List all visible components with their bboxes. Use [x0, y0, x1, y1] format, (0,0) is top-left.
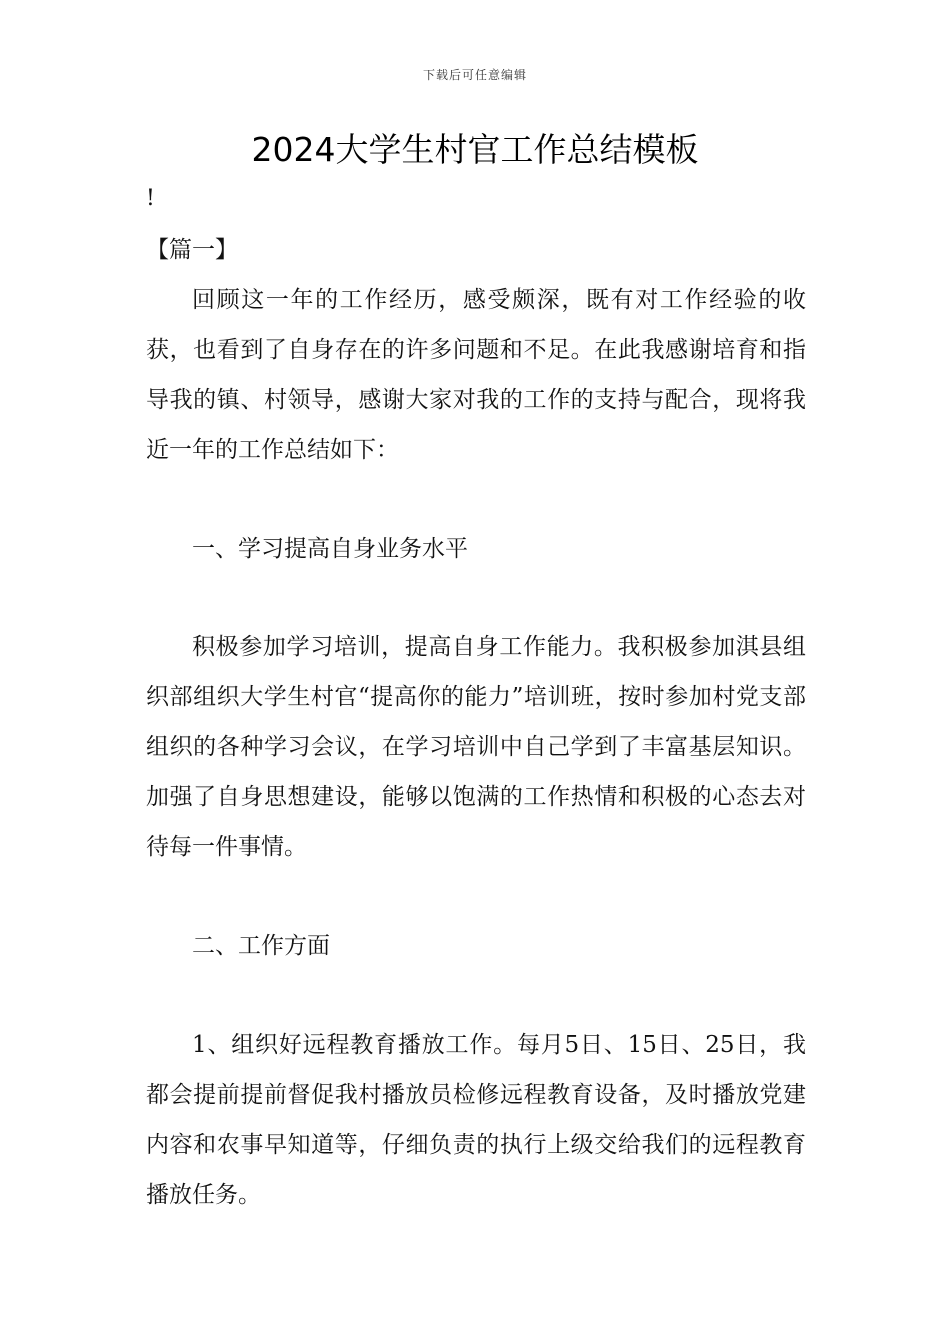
body-paragraph-2: 1、组织好远程教育播放工作。每月5日、15日、25日，我都会提前提前督促我村播放员检修远程教育设备，及时播放党建内容和农事早知道等，仔细负责的执行上级交给我们的远程教育播放任务。 [146, 1032, 806, 1208]
heading-block-1 [146, 524, 806, 574]
body-paragraph-1: 积极参加学习培训，提高自身工作能力。我积极参加淇县组织部组织大学生村官“提高你的能力”培训班，按时参加村党支部组织的各种学习会议，在学习培训中自己学到了丰富基层知识。加强了自身思想建设，能够以饱满的工作热情和积极的心态去对待每一件事情。 [146, 634, 806, 860]
section-heading-1: 一、学习提高自身业务水平 [192, 536, 468, 562]
intro-paragraph: 回顾这一年的工作经历，感受颇深，既有对工作经验的收获，也看到了自身存在的许多问题和不足。在此我感谢培育和指导我的镇、村领导，感谢大家对我的工作的支持与配合，现将我近一年的工作总结如下： [146, 287, 806, 463]
section-heading-2: 二、工作方面 [192, 933, 330, 959]
section-tag: 【篇一】 [146, 237, 238, 263]
exclamation-mark: ! [146, 186, 155, 211]
document-title: 2024大学生村官工作总结模板 [251, 130, 699, 169]
paragraph-block-1 [146, 622, 806, 872]
paragraph-block-2 [146, 1020, 806, 1220]
intro-block [146, 275, 806, 475]
header-note: 下载后可任意编辑 [422, 68, 527, 82]
heading-block-2 [146, 921, 806, 971]
